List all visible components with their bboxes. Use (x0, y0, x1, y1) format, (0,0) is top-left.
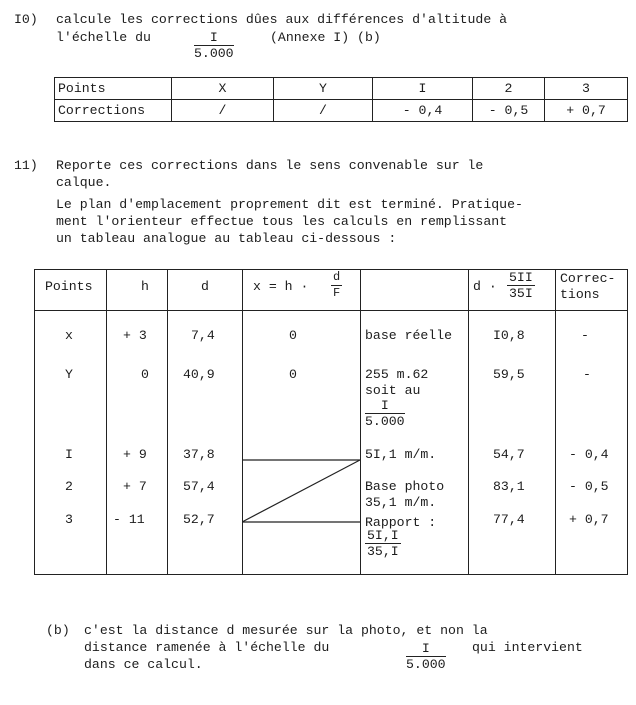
header-corrections-1: Correc- (560, 271, 616, 286)
row-x-corr: - (581, 328, 589, 343)
item10-line2: l'échelle du (56, 30, 151, 45)
row-x-dm: I0,8 (493, 328, 525, 343)
calculation-table (34, 269, 628, 575)
row-2-note: Base photo (365, 479, 445, 494)
header-cell: 2 (473, 78, 545, 100)
row-cell: / (172, 100, 274, 122)
fraction-numerator: d (333, 270, 341, 284)
header-cell: X (172, 78, 274, 100)
fraction-denominator: 35I (509, 286, 533, 301)
header-d: d (201, 279, 209, 294)
footnote-line2-end: qui intervient (472, 640, 583, 655)
row-x-d: 7,4 (191, 328, 215, 343)
row-3-dm: 77,4 (493, 512, 525, 527)
fraction-denominator: 35,I (367, 544, 399, 559)
column-divider (106, 270, 107, 574)
header-divider (35, 310, 627, 311)
row-2-note2: 35,1 m/m. (365, 495, 437, 510)
footnote-scale-fraction (406, 641, 446, 672)
row-2-dm: 83,1 (493, 479, 525, 494)
header-corrections-2: tions (560, 287, 600, 302)
header-cell: 3 (545, 78, 628, 100)
item10-number: I0) (14, 12, 38, 27)
row-cell: Corrections (55, 100, 172, 122)
row-2-corr: - 0,5 (569, 479, 609, 494)
row-2-d: 57,4 (183, 479, 215, 494)
header-formula-fraction (331, 270, 342, 301)
row-y-scale-fraction (365, 398, 405, 429)
row-i-note: 5I,1 m/m. (365, 447, 437, 462)
row-2-point: 2 (65, 479, 73, 494)
footnote-line3: dans ce calcul. (84, 657, 203, 672)
fraction-denominator: 5.000 (406, 657, 446, 672)
fraction-denominator: 5.000 (194, 46, 234, 61)
header-dmul-fraction (507, 270, 535, 301)
row-3-note: Rapport : (365, 515, 437, 530)
row-x-h: + 3 (123, 328, 147, 343)
row-2-h: + 7 (123, 479, 147, 494)
row-i-h: + 9 (123, 447, 147, 462)
row-cell: / (274, 100, 373, 122)
row-x-note: base réelle (365, 328, 453, 343)
item11-paragraph-line1: Le plan d'emplacement proprement dit est terminé. Pratique- (56, 197, 523, 212)
corrections-table (54, 77, 628, 122)
item10-annex: (Annexe I) (b) (270, 30, 381, 45)
fraction-numerator: 5II (509, 270, 533, 285)
row-i-corr: - 0,4 (569, 447, 609, 462)
item10-scale-fraction (194, 30, 234, 61)
column-divider (167, 270, 168, 574)
footnote-label: (b) (46, 623, 70, 638)
row-y-corr: - (583, 367, 591, 382)
column-divider (555, 270, 556, 574)
fraction-numerator: I (365, 398, 405, 414)
fraction-numerator: I (406, 641, 446, 657)
row-y-x: 0 (289, 367, 297, 382)
row-x-x: 0 (289, 328, 297, 343)
table-row (55, 100, 628, 122)
header-formula: x = h · (253, 279, 309, 294)
row-cell: - 0,4 (373, 100, 473, 122)
row-y-point: Y (65, 367, 73, 382)
column-divider (360, 270, 361, 574)
footnote-line2: distance ramenée à l'échelle du (84, 640, 330, 655)
item11-paragraph-line3: un tableau analogue au tableau ci-dessous : (56, 231, 397, 246)
row-i-d: 37,8 (183, 447, 215, 462)
fraction-denominator: F (333, 286, 341, 300)
row-y-h: 0 (141, 367, 149, 382)
header-h: h (141, 279, 149, 294)
row-3-ratio-fraction (365, 528, 401, 559)
item11-line1: Reporte ces corrections dans le sens convenable sur le (56, 158, 484, 173)
row-x-point: x (65, 328, 73, 343)
table-header-row (55, 78, 628, 100)
fraction-numerator: I (194, 30, 234, 46)
row-y-d: 40,9 (183, 367, 215, 382)
footnote-line1: c'est la distance d mesurée sur la photo, et non la (84, 623, 488, 638)
column-divider (242, 270, 243, 574)
row-y-dm: 59,5 (493, 367, 525, 382)
row-3-d: 52,7 (183, 512, 215, 527)
row-y-note: 255 m.62 (365, 367, 429, 382)
header-dmul: d · (473, 279, 497, 294)
row-3-point: 3 (65, 512, 73, 527)
header-cell: Points (55, 78, 172, 100)
row-i-point: I (65, 447, 73, 462)
item11-line2: calque. (56, 175, 112, 190)
row-cell: + 0,7 (545, 100, 628, 122)
fraction-numerator: 5I,I (367, 528, 399, 543)
row-y-note2: soit au (365, 383, 421, 398)
header-points: Points (45, 279, 93, 294)
fraction-denominator: 5.000 (365, 414, 405, 429)
row-3-h: - 11 (113, 512, 145, 527)
header-cell: Y (274, 78, 373, 100)
empty-cells-diagonal (242, 458, 360, 526)
item11-paragraph-line2: ment l'orienteur effectue tous les calculs en remplissant (56, 214, 508, 229)
row-3-corr: + 0,7 (569, 512, 609, 527)
header-cell: I (373, 78, 473, 100)
item11-number: 11) (14, 158, 38, 173)
row-cell: - 0,5 (473, 100, 545, 122)
column-divider (468, 270, 469, 574)
item10-line1: calcule les corrections dûes aux différences d'altitude à (56, 12, 508, 27)
row-i-dm: 54,7 (493, 447, 525, 462)
